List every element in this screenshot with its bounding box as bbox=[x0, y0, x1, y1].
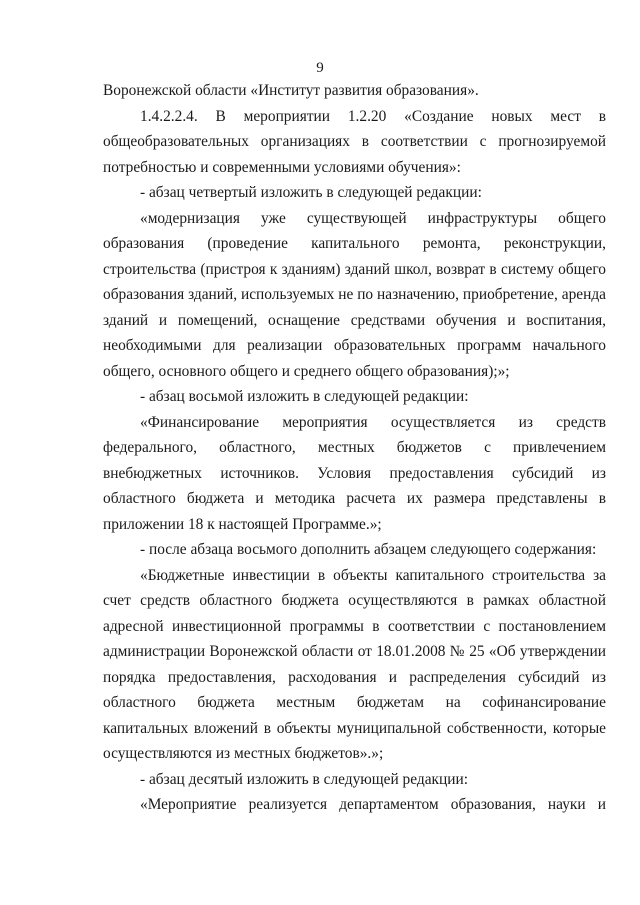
paragraph: - после абзаца восьмого дополнить абзацем следующего содержания: bbox=[140, 541, 597, 558]
paragraph: - абзац десятый изложить в следующей редакции: bbox=[140, 770, 468, 788]
paragraph: «модернизация уже существующей инфраструктуры общего образования (проведение капитального ремонта, реконструкции, строительства (пристроя к зданиям) зданий школ, возврат в систему общего образования зданий, используемых не по назначению, приобретение, аренда зданий и помещений, оснащение средствами обучения и воспитания, необходимыми для реализации образовательных программ начального общего, основного общего и среднего общего образования);»; bbox=[103, 209, 606, 380]
paragraph: «Бюджетные инвестиции в объекты капитального строительства за счет средств областного бюджета осуществляются в рамках областной адресной инвестиционной программы в соответствии с постановлением администрации Воронежской области от 18.01.2008 № 25 «Об утверждении порядка предоставления, расходования и распределения субсидий из областного бюджета местным бюджетам на софинансирование капитальных вложений в объекты муниципальной собственности, которые осуществляются из местных бюджетов».»; bbox=[103, 566, 606, 762]
paragraph: - абзац восьмой изложить в следующей редакции: bbox=[140, 388, 469, 405]
paragraph: 1.4.2.2.4. В мероприятии 1.2.20 «Создание новых мест в общеобразовательных организациях в соответствии с прогнозируемой потребностью и современными условиями обучения»: bbox=[103, 107, 606, 176]
paragraph: «Финансирование мероприятия осуществляется из средств федерального, областного, местных бюджетов с привлечением внебюджетных источников. Условия предоставления субсидий из областного бюджета и методика расчета их размера представлены в приложении 18 к настоящей Программе.»; bbox=[103, 413, 606, 533]
page-number: 9 bbox=[316, 60, 324, 76]
document-body bbox=[103, 78, 606, 818]
paragraph: - абзац четвертый изложить в следующей редакции: bbox=[140, 184, 482, 201]
paragraph: Воронежской области «Институт развития образования». bbox=[103, 82, 479, 99]
paragraph: «Мероприятие реализуется департаментом образования, науки и bbox=[140, 796, 606, 813]
